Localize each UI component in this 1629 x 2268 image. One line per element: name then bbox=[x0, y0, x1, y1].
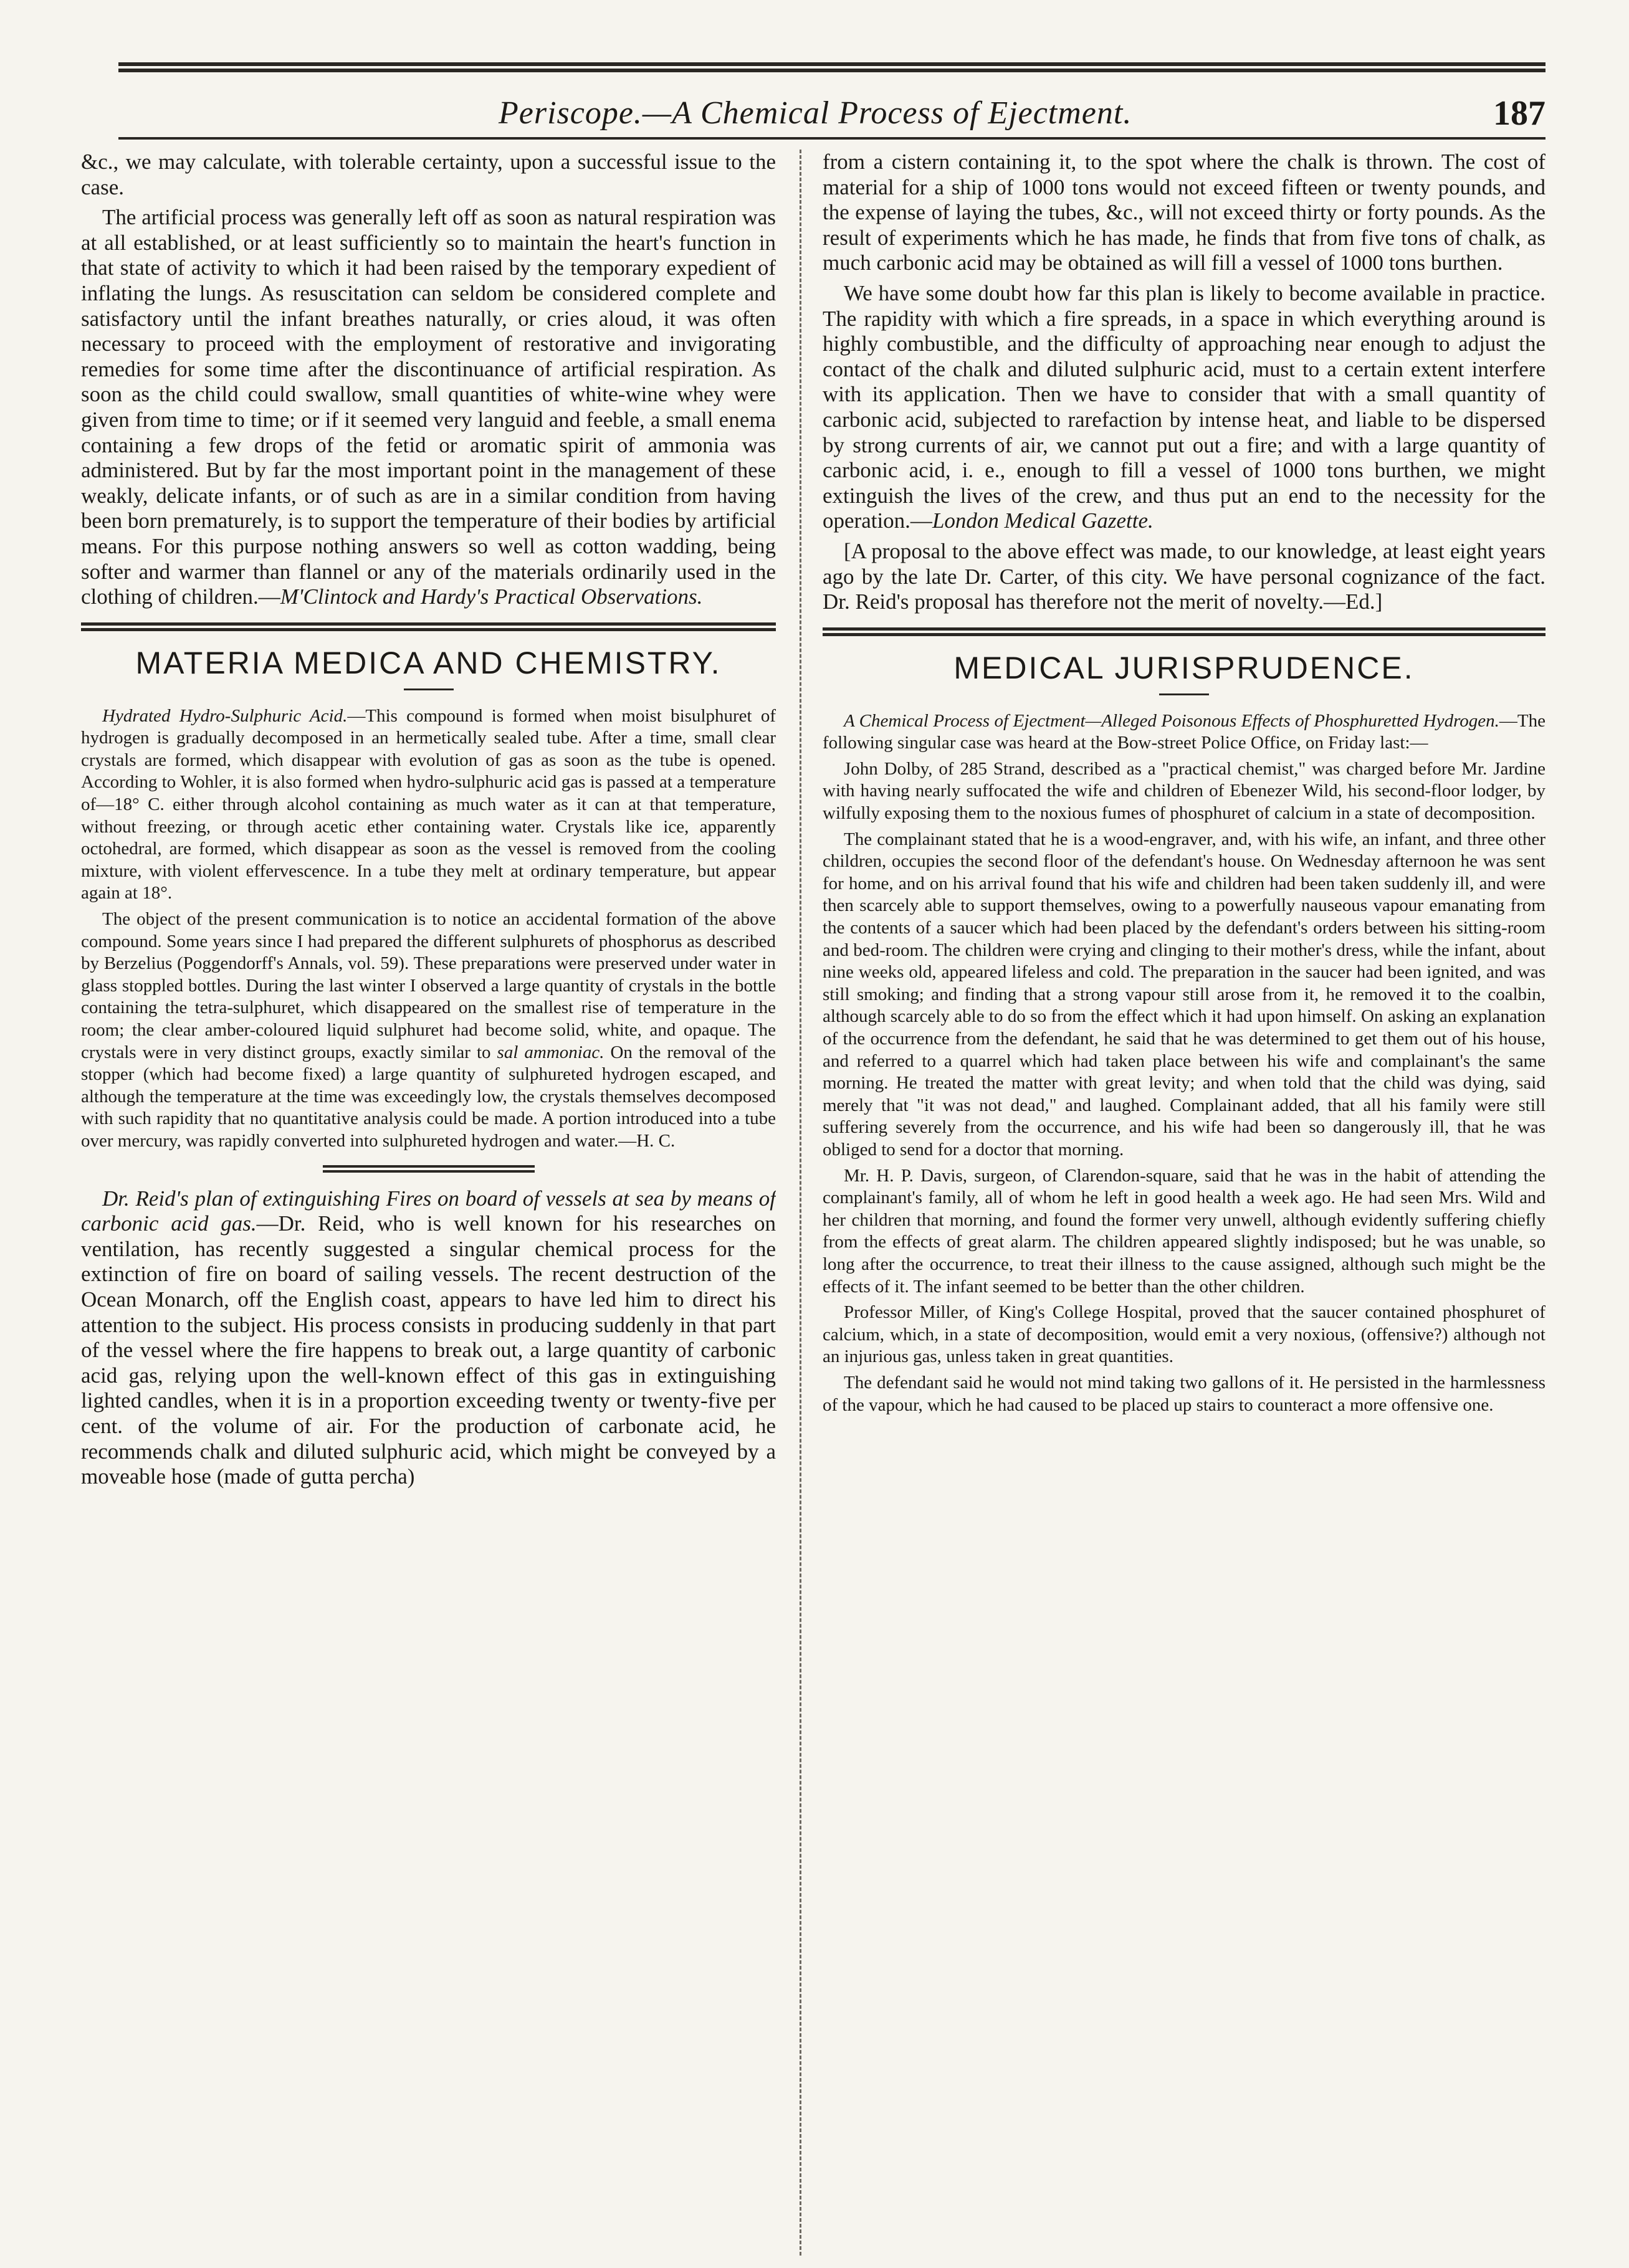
editor-note: [A proposal to the above effect was made, to our knowledge, at least eight years ago by the late Dr. Carter, of this city. We have personal cognizance of the fact. Dr. Reid's proposal has therefore not the merit of novelty.—Ed.] bbox=[823, 538, 1545, 614]
source-citation: M'Clintock and Hardy's Practical Observations. bbox=[280, 584, 703, 609]
article-text: —This compound is formed when moist bisulphuret of hydrogen is gradually decomposed in an hermetically sealed tube. After a time, small clear crystals are formed, which disappear with evolution of gas as soon as the tube is opened. According to Wohler, it is also formed when hydro-sulphuric acid gas is passed at a temperature of—18° C. either through alcohol containing as much water as it can at that temperature, without freezing, or through acetic ether containing water. Crystals like ice, apparently octohedral, are formed, which disappear as soon as the vessel is removed from the cooling mixture, with violent effervescence. In a tube they melt at ordinary temperature, but appear again at 18°. bbox=[81, 705, 776, 903]
source-citation: London Medical Gazette. bbox=[932, 508, 1154, 533]
article-lead: Hydrated Hydro-Sulphuric Acid. bbox=[102, 705, 348, 726]
top-double-rule bbox=[118, 62, 1545, 72]
paragraph: Mr. H. P. Davis, surgeon, of Clarendon-square, said that he was in the habit of attending the complainant's family, all of whom he left in good health a week ago. He had seen Mrs. Wild and her children that morning, and found the former very unwell, although evidently suffering chiefly from the effects of great alarm. The children appeared slightly indisposed; but he was unable, so long after the occurrence, to treat their illness to the cause assigned, although such might be the effects of it. The infant seemed to be better than the other children. bbox=[823, 1165, 1545, 1297]
section-title-materia-medica: MATERIA MEDICA AND CHEMISTRY. bbox=[135, 645, 722, 680]
article-text: —The following singular case was heard at the Bow-street Police Office, on Friday last:— bbox=[823, 710, 1545, 753]
paragraph-text: The artificial process was generally left off as soon as natural respiration was at all established, or at least sufficiently so to maintain the heart's function in that state of activity to which it had been raised by the temporary expedient of inflating the lungs. As resuscitation can seldom be considered complete and satisfactory until the infant breathes naturally, or cries aloud, it was often necessary to proceed with the employment of restorative and invigorating remedies for some time after the discontinuance of artificial respiration. As soon as the child could swallow, small quantities of white-wine whey were given from time to time; or if it seemed very languid and feeble, a small enema containing a few drops of the fetid or aromatic spirit of ammonia was administered. But by far the most important point in the management of these weakly, delicate infants, or of such as are in a similar condition from having been born prematurely, is to support the temperature of their bodies by artificial means. For this purpose nothing answers so well as cotton wadding, being softer and warmer than flannel or any of the materials ordinarily used in the clothing of children.— bbox=[81, 205, 776, 609]
right-column bbox=[823, 150, 1545, 2262]
title-underline bbox=[404, 688, 454, 690]
running-header bbox=[118, 93, 1545, 140]
paragraph: Professor Miller, of King's College Hospital, proved that the saucer contained phosphuret of calcium, which, in a state of decomposition, would emit a very noxious, (offensive?) although not an injurious gas, unless taken in great quantities. bbox=[823, 1302, 1545, 1367]
paragraph: &c., we may calculate, with tolerable certainty, upon a successful issue to the case. bbox=[81, 150, 776, 199]
paragraph-text: On the removal of the stopper (which had become fixed) a large quantity of sulphureted hydrogen escaped, and although the temperature at the time was exceedingly low, the crystals themselves decomposed with such rapidity that no quantitative analysis could be made. A portion introduced into a tube over mercury, was rapidly converted into sulphureted hydrogen and water.—H. C. bbox=[81, 1042, 776, 1151]
left-column bbox=[81, 150, 776, 2262]
article-hydro-sulphuric bbox=[81, 705, 776, 905]
section-title-medical-jurisprudence: MEDICAL JURISPRUDENCE. bbox=[953, 650, 1415, 685]
article-chemical-ejectment bbox=[823, 710, 1545, 755]
article-lead: A Chemical Process of Ejectment—Alleged Poisonous Effects of Phosphuretted Hydrogen. bbox=[844, 710, 1499, 731]
emphasis: sal ammoniac. bbox=[497, 1042, 604, 1062]
article-separator bbox=[323, 1165, 535, 1173]
section-rule bbox=[823, 627, 1545, 636]
paragraph bbox=[81, 205, 776, 610]
paragraph: John Dolby, of 285 Strand, described as a "practical chemist," was charged before Mr. Jardine with having nearly suffocated the wife and children of Ebenezer Wild, his second-floor lodger, by wilfully exposing them to the noxious fumes of phosphuret of calcium in a state of decomposition. bbox=[823, 758, 1545, 824]
paragraph: The complainant stated that he is a wood-engraver, and, with his wife, an infant, and three other children, occupies the second floor of the defendant's house. On Wednesday afternoon he was sent for home, and on his arrival found that his wife and children had been taken suddenly ill, and were then scarcely able to support themselves, owing to a powerfully nauseous vapour emanating from the contents of a saucer which had been placed by the defendant's orders between his sitting-room and bed-room. The children were crying and clinging to their mother's dress, while the infant, about nine weeks old, appeared lifeless and cold. The preparation in the saucer had been ignited, and was still smoking; and finding that a strong vapour still arose from it, he removed it to the coalbin, although scarcely able to do so from the effect which it had upon himself. On asking an explanation of the occurrence from the defendant, he said that he was determined to get them out of his house, and referred to a quarrel which had taken place between his wife and complainant's the same morning. He treated the matter with great levity; and when told that the child was dying, said merely that "it was not dead," and laughed. Complainant added, that all his family were still suffering severely from the occurrence, and his wife had been so dangerously ill, that he was obliged to send for a doctor that morning. bbox=[823, 829, 1545, 1160]
column-divider bbox=[800, 150, 801, 2256]
paragraph bbox=[81, 908, 776, 1153]
paragraph bbox=[823, 281, 1545, 534]
paragraph-text: We have some doubt how far this plan is likely to become available in practice. The rapidity with which a fire spreads, in a space in which everything around is highly combustible, and the difficulty of approaching near enough to adjust the contact of the chalk and diluted sulphuric acid, must to a certain extent interfere with its application. Then we have to consider that with a small quantity of carbonic acid, subjected to rarefaction by intense heat, and liable to be dispersed by strong currents of air, we cannot put out a fire; and with a large quantity of carbonic acid, i. e., enough to fill a vessel of 1000 tons burthen, we might extinguish the lives of the crew, and thus put an end to the necessity for the operation.— bbox=[823, 280, 1545, 533]
paragraph: from a cistern containing it, to the spot where the chalk is thrown. The cost of material for a ship of 1000 tons would not exceed fifteen or twenty pounds, and the expense of laying the tubes, &c., will not exceed thirty or forty pounds. As the result of experiments which he has made, he finds that from five tons of chalk, as much carbonic acid may be obtained as will fill a vessel of 1000 tons burthen. bbox=[823, 150, 1545, 275]
running-title: Periscope.—A Chemical Process of Ejectment. bbox=[499, 95, 1132, 131]
page-number: 187 bbox=[1493, 94, 1545, 133]
article-lead: Dr. Reid's plan of extinguishing Fires on board of vessels at sea by means of carbonic acid gas. bbox=[81, 1186, 776, 1236]
paragraph: The defendant said he would not mind taking two gallons of it. He persisted in the harmlessness of the vapour, which he had caused to be placed up stairs to counteract a more offensive one. bbox=[823, 1372, 1545, 1415]
article-reid bbox=[81, 1186, 776, 1490]
section-rule bbox=[81, 622, 776, 631]
article-text: —Dr. Reid, who is well known for his researches on ventilation, has recently suggested a singular chemical process for the extinction of fire on board of sailing vessels. The recent destruction of the Ocean Monarch, off the English coast, appears to have led him to direct his attention to the subject. His process consists in producing suddenly in that part of the vessel where the fire happens to break out, a large quantity of carbonic acid gas, relying upon the well-known effect of this gas in extinguishing lighted candles, when it is in a proportion exceeding twenty or twenty-five per cent. of the volume of air. For the production of carbonate acid, he recommends chalk and diluted sulphuric acid, which might be conveyed by a moveable hose (made of gutta percha) bbox=[81, 1211, 776, 1489]
title-underline bbox=[1159, 693, 1209, 695]
paragraph-text: The object of the present communication is to notice an accidental formation of the above compound. Some years since I had prepared the different sulphurets of phosphorus as described by Berzelius (Poggendorff's Annals, vol. 59). These preparations were preserved under water in glass stoppled bottles. During the last winter I observed a large quantity of crystals in the bottle containing the tetra-sulphuret, which disappeared on the smallest rise of temperature in the room; the clear amber-coloured liquid sulphuret had become solid, white, and opaque. The crystals were in very distinct groups, exactly similar to bbox=[81, 909, 776, 1062]
